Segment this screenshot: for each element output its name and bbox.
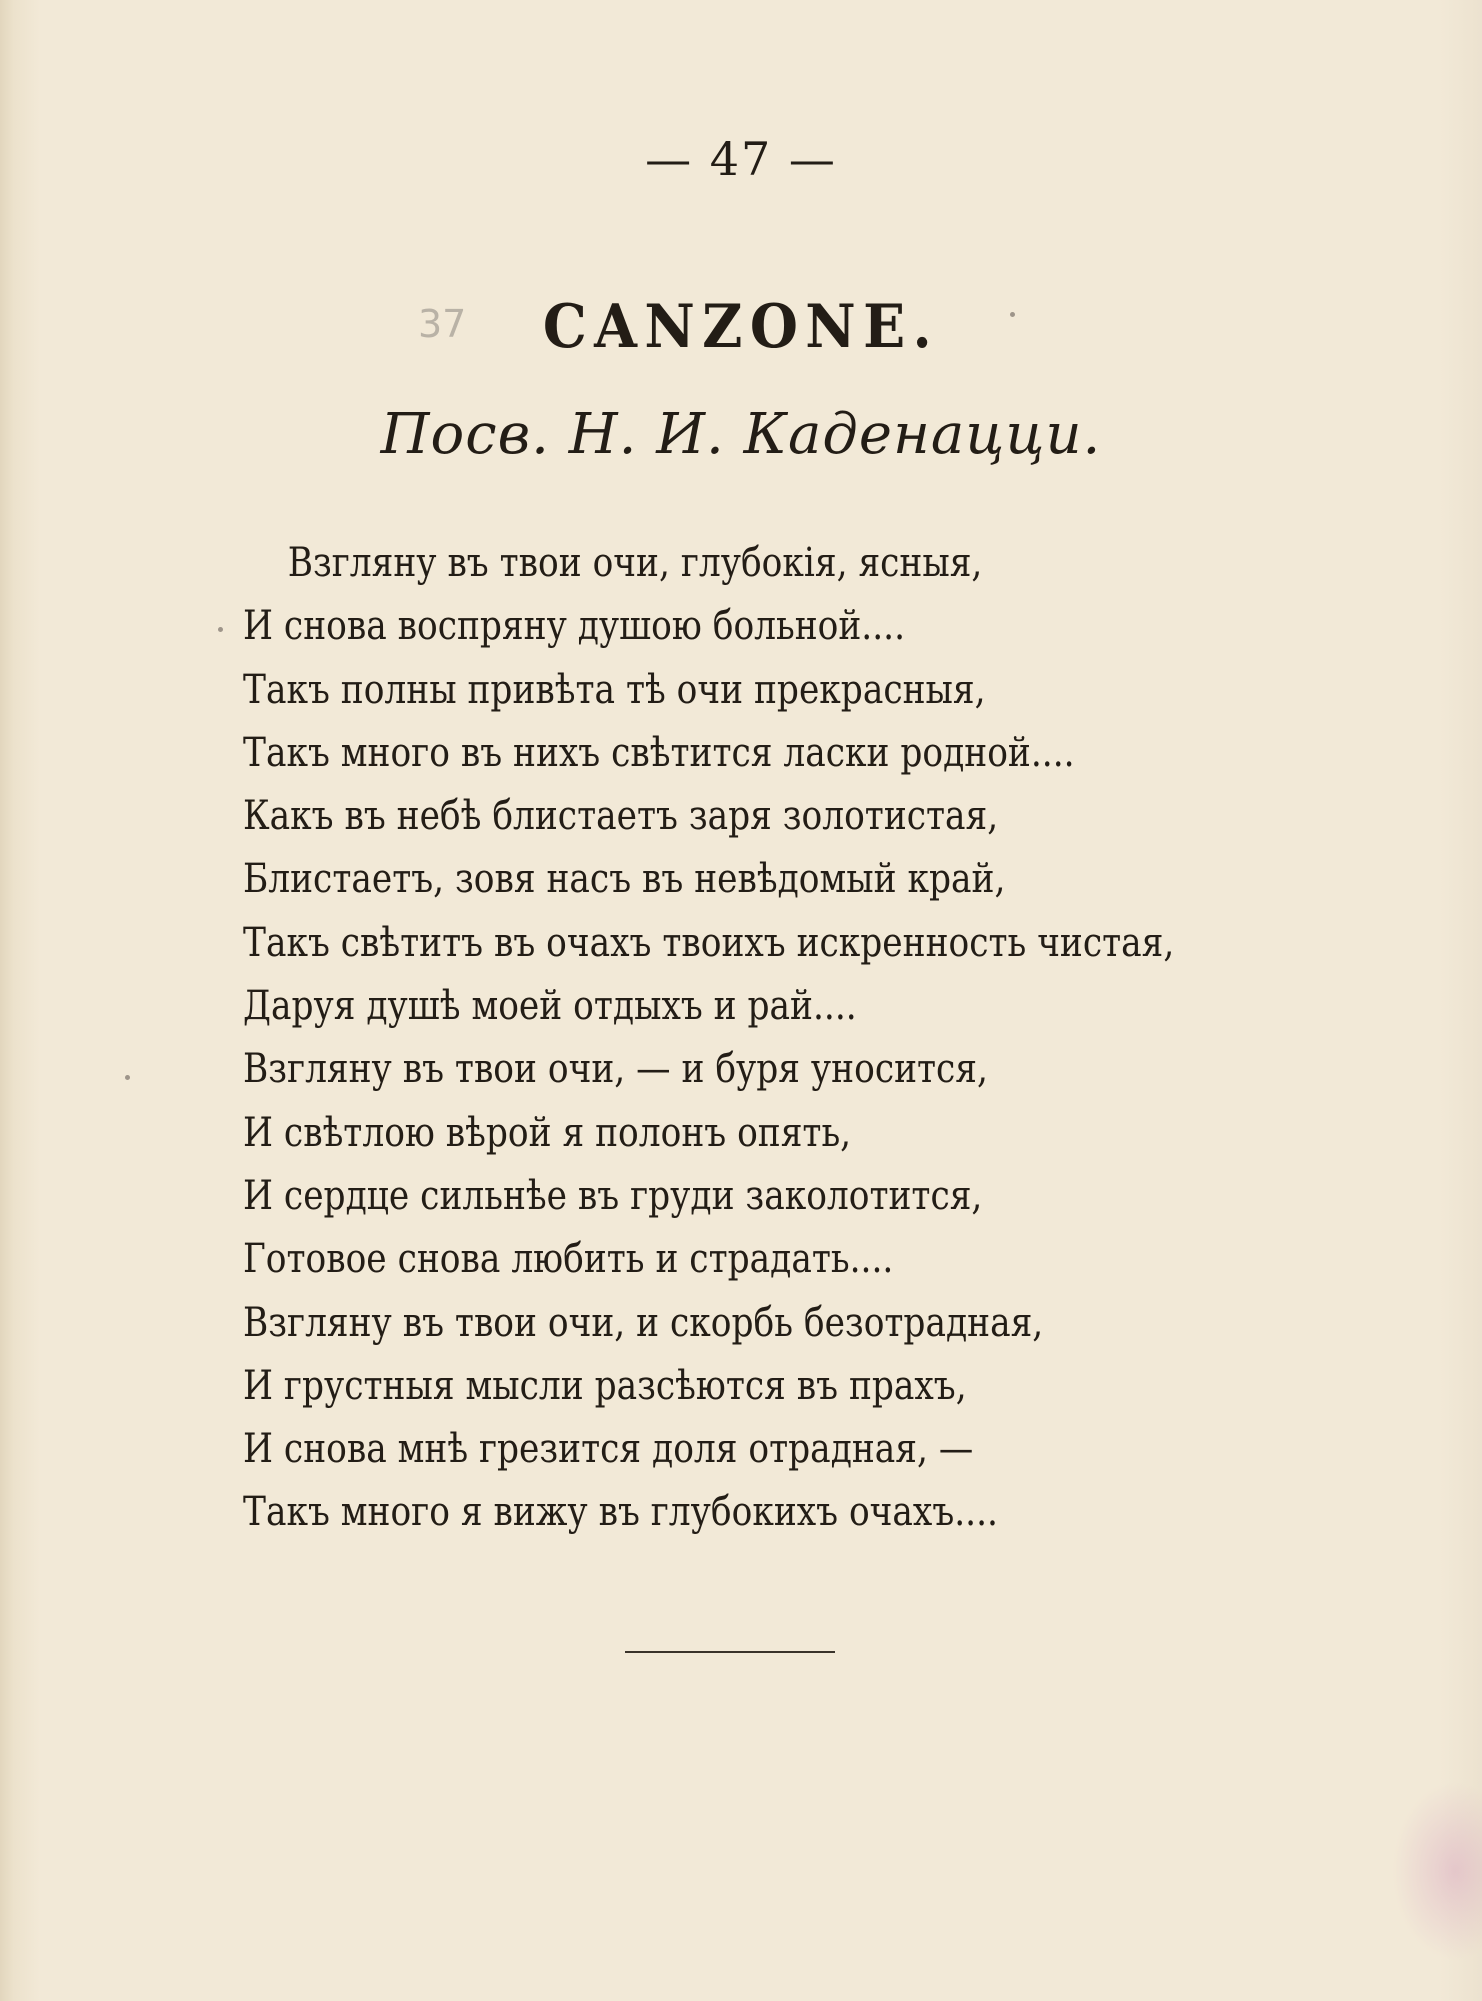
poem-title: CANZONE. (542, 292, 940, 362)
pencil-annotation: 37 (418, 302, 467, 346)
poem-line: Такъ полны привѣта тѣ очи прекрасныя, (243, 666, 986, 713)
poem-line: Взгляну въ твои очи, и скорбь безотрадная, (243, 1299, 1044, 1346)
poem-line: И грустныя мысли разсѣются въ прахъ, (243, 1362, 967, 1409)
poem-line: Какъ въ небѣ блистаетъ заря золотистая, (243, 793, 999, 840)
poem-line: Даруя душѣ моей отдыхъ и рай.... (243, 983, 857, 1030)
poem-line: Готовое снова любить и страдать.... (243, 1236, 894, 1283)
poem-line: Блистаетъ, зовя насъ въ невѣдомый край, (243, 856, 1006, 903)
poem-line: Такъ много въ нихъ свѣтится ласки родной.... (243, 729, 1075, 776)
handwritten-dedication: Посв. Н. И. Каденацци. (380, 402, 1102, 467)
paper-speck (1010, 312, 1015, 317)
poem-line: И снова воспряну душою больной.... (243, 603, 906, 650)
paper-speck (125, 1075, 130, 1080)
poem-line: И снова мнѣ грезится доля отрадная, — (243, 1426, 974, 1473)
ink-stain (1392, 1781, 1482, 1961)
poem-line: Взгляну въ твои очи, — и буря уносится, (243, 1046, 988, 1093)
poem-line: Взгляну въ твои очи, глубокія, ясныя, (287, 540, 983, 586)
paper-speck (218, 627, 223, 632)
poem-line: И сердце сильнѣе въ груди заколотится, (243, 1172, 983, 1219)
poem-line: И свѣтлою вѣрой я полонъ опять, (243, 1109, 852, 1156)
poem-line: Такъ свѣтитъ въ очахъ твоихъ искренность чистая, (243, 919, 1175, 966)
poem-line: Такъ много я вижу въ глубокихъ очахъ.... (243, 1489, 998, 1536)
poem-body (243, 532, 1343, 1545)
page-number: — 47 — (645, 132, 837, 186)
end-rule (625, 1651, 835, 1653)
